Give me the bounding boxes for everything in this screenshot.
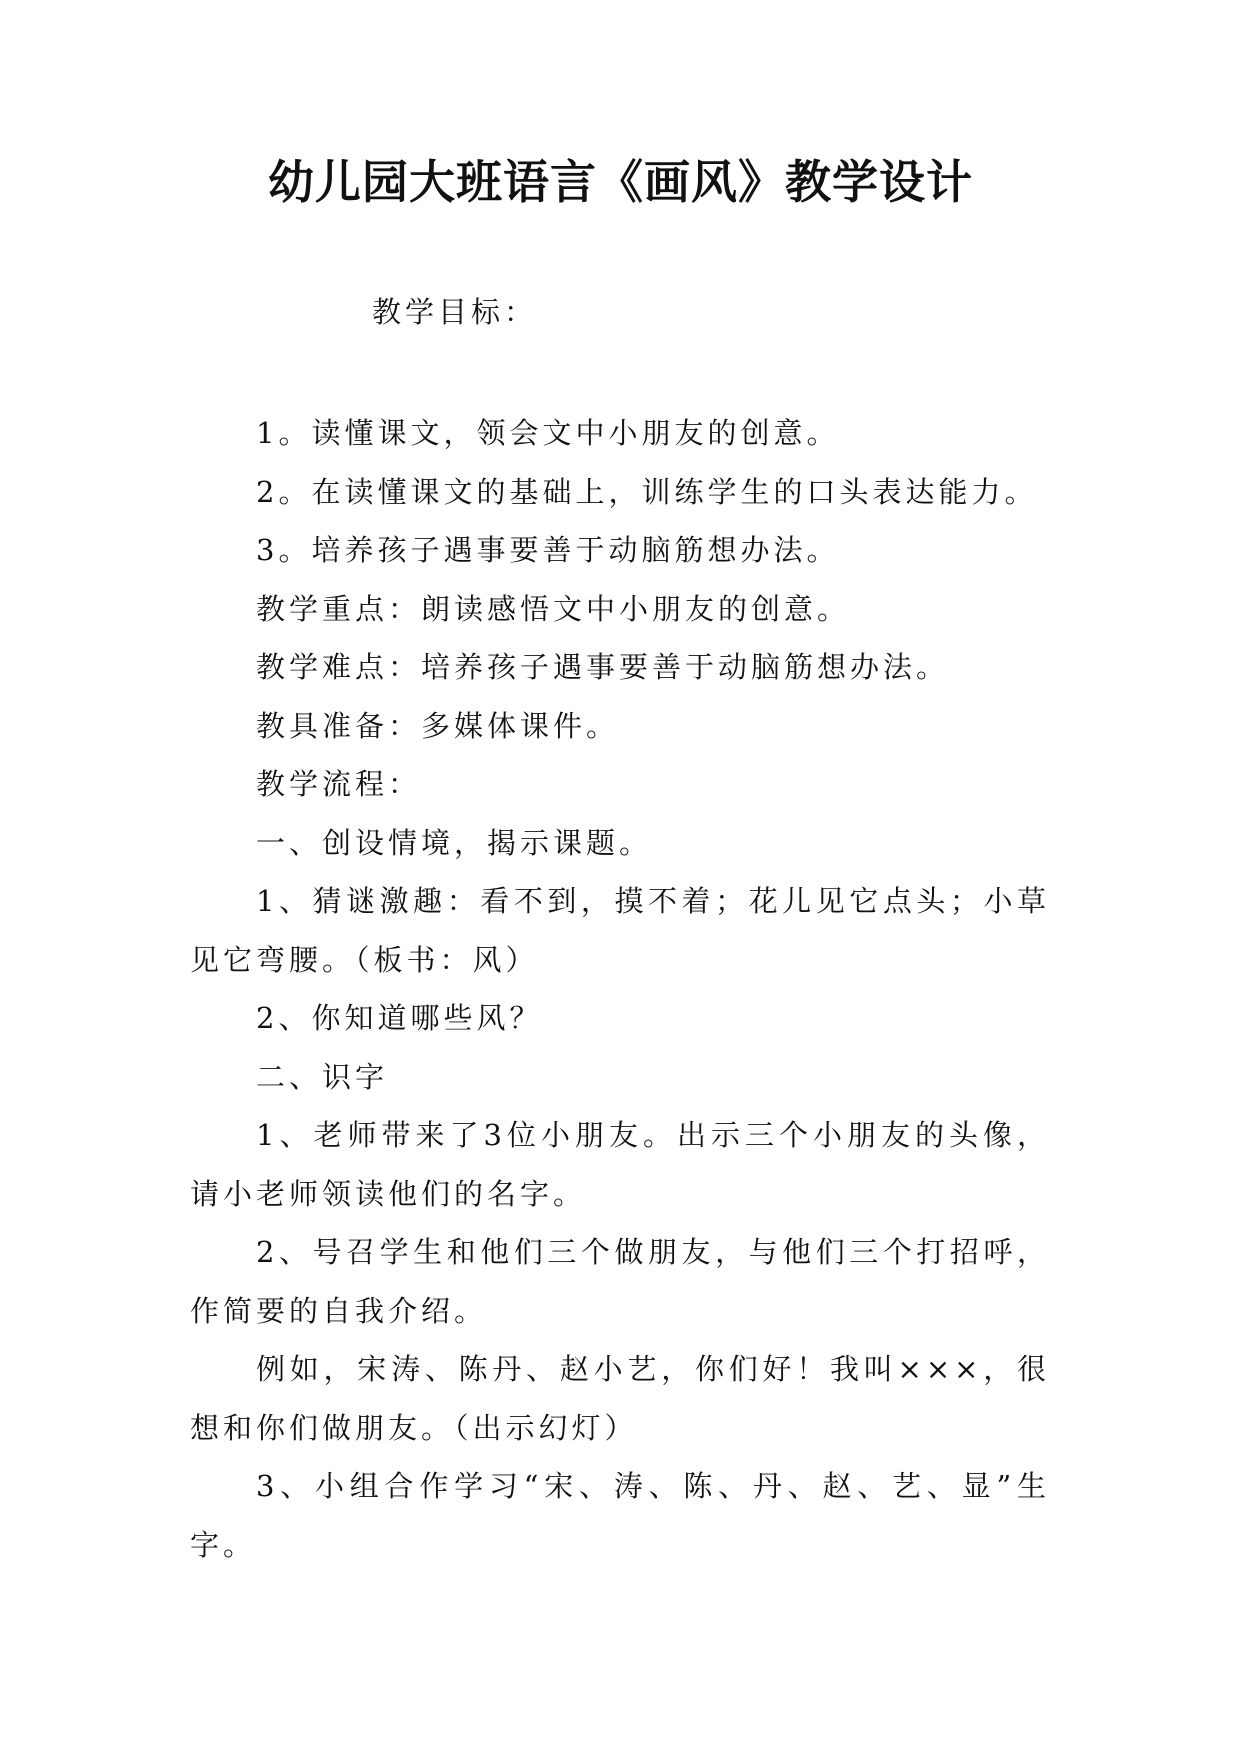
paragraph: 教学重点：朗读感悟文中小朋友的创意。 bbox=[256, 591, 851, 626]
paragraph: 2、号召学生和他们三个做朋友，与他们三个打招呼，作简要的自我介绍。 bbox=[190, 1235, 1050, 1328]
paragraph: 教学难点：培养孩子遇事要善于动脑筋想办法。 bbox=[256, 650, 950, 684]
paragraph: 教具准备：多媒体课件。 bbox=[256, 708, 620, 743]
document-body bbox=[190, 404, 1050, 1574]
paragraph: 2、你知道哪些风？ bbox=[256, 1001, 543, 1035]
paragraph: 例如，宋涛、陈丹、赵小艺，你们好！我叫×××，很想和你们做朋友。（出示幻灯） bbox=[190, 1352, 1050, 1445]
paragraph: 1、老师带来了3位小朋友。出示三个小朋友的头像，请小老师领读他们的名字。 bbox=[190, 1118, 1050, 1211]
paragraph: 3。培养孩子遇事要善于动脑筋想办法。 bbox=[256, 533, 840, 567]
paragraph: 2。在读懂课文的基础上，训练学生的口头表达能力。 bbox=[256, 474, 1038, 509]
paragraph: 1。读懂课文，领会文中小朋友的创意。 bbox=[256, 416, 840, 450]
paragraph: 1、猜谜激趣：看不到，摸不着；花儿见它点头；小草见它弯腰。（板书：风） bbox=[190, 884, 1050, 977]
paragraph: 二、识字 bbox=[256, 1059, 389, 1094]
paragraph: 教学流程： bbox=[256, 767, 422, 801]
document-title: 幼儿园大班语言《画风》教学设计 bbox=[268, 155, 973, 209]
section-heading: 教学目标： bbox=[372, 295, 538, 329]
paragraph: 3、小组合作学习“宋、涛、陈、丹、赵、艺、显”生字。 bbox=[190, 1469, 1050, 1562]
paragraph: 一、创设情境，揭示课题。 bbox=[256, 825, 653, 860]
